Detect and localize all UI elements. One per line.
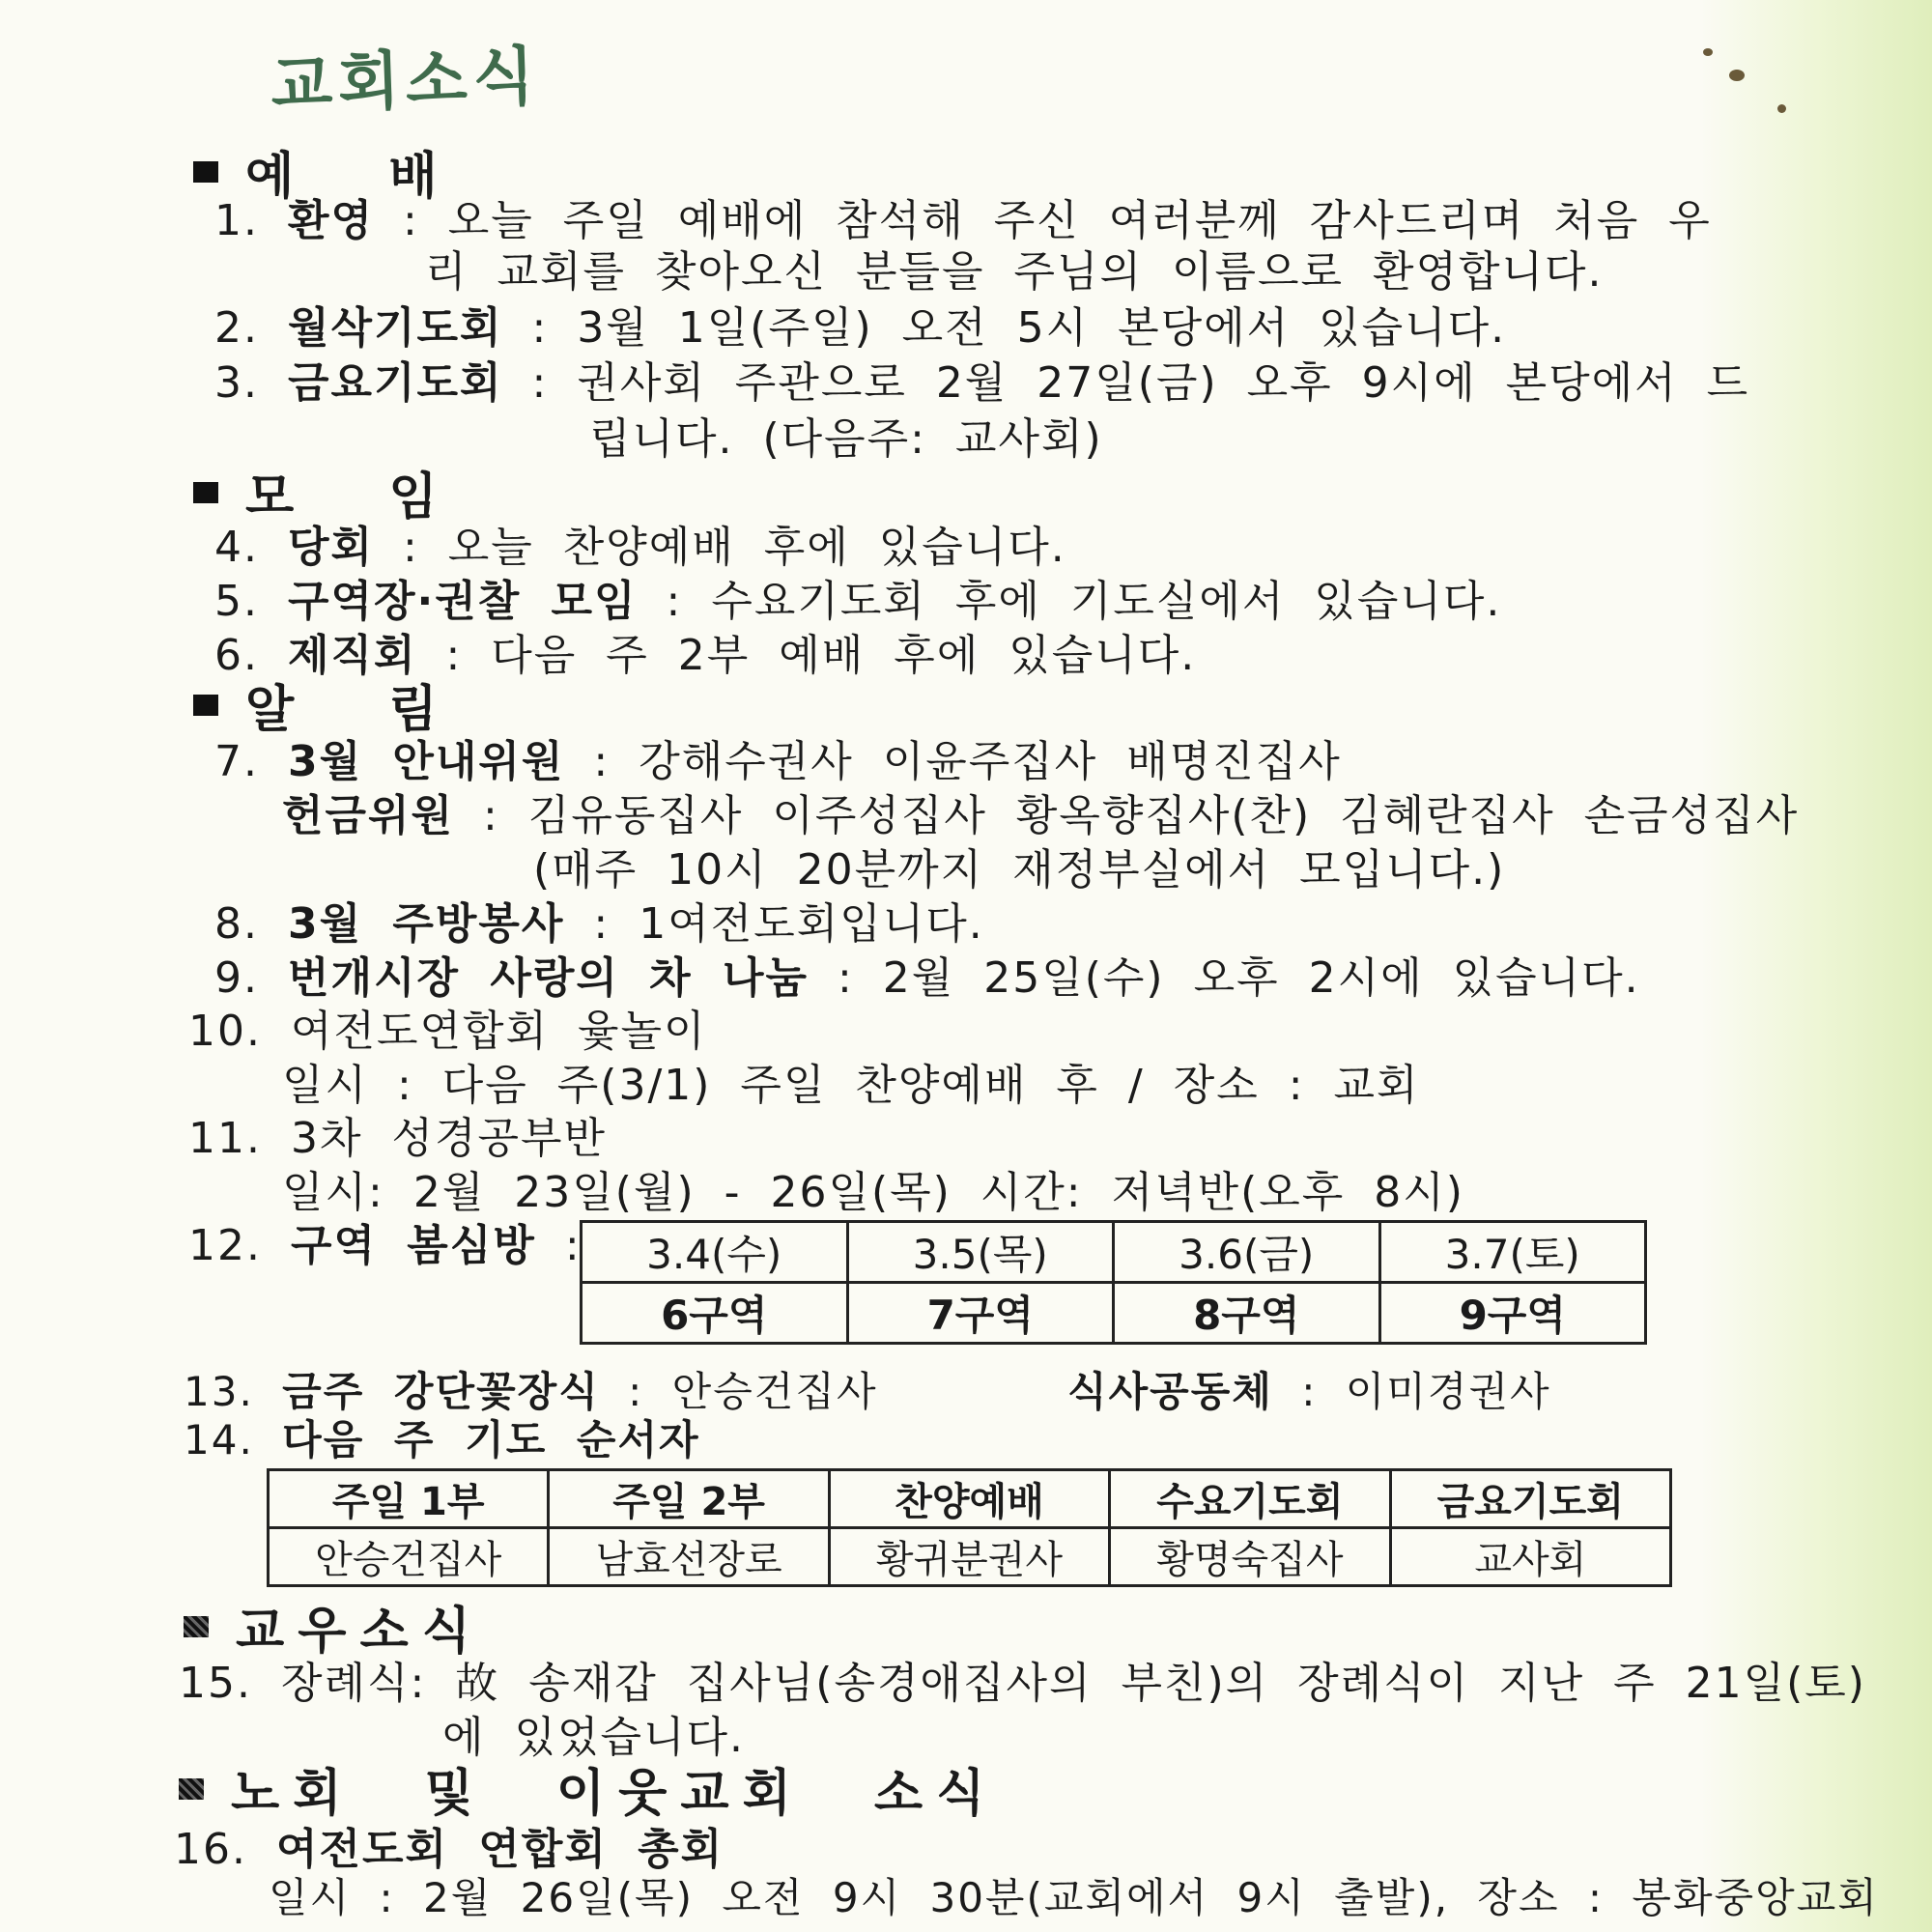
visitation-date: 3.5(목) bbox=[847, 1222, 1114, 1283]
prayer-name: 안승건집사 bbox=[269, 1528, 549, 1586]
item-15: 15. 장례식: 故 송재갑 집사님(송경애집사의 부친)의 장례식이 지난 주 21일(토) bbox=[179, 1659, 1866, 1708]
item-11-continued: 일시: 2월 23일(월) - 26일(목) 시간: 저녁반(오후 8시) bbox=[282, 1168, 1464, 1217]
bullet-square-icon bbox=[179, 1778, 204, 1800]
prayer-header: 주일 1부 bbox=[269, 1470, 549, 1528]
prayer-name: 황명숙집사 bbox=[1110, 1528, 1390, 1586]
item-10-continued: 일시 : 다음 주(3/1) 주일 찬양예배 후 / 장소 : 교회 bbox=[282, 1061, 1420, 1110]
item-7: 7. 3월 안내위원 : 강해수권사 이윤주집사 배명진집사 bbox=[214, 737, 1342, 786]
visitation-table bbox=[580, 1220, 1647, 1345]
bullet-square-icon bbox=[184, 1616, 209, 1637]
item-12: 12. 구역 봄심방 : bbox=[188, 1221, 582, 1270]
item-6: 6. 제직회 : 다음 주 2부 예배 후에 있습니다. bbox=[214, 631, 1197, 680]
prayer-header: 금요기도회 bbox=[1390, 1470, 1670, 1528]
item-11: 11. 3차 성경공부반 bbox=[188, 1114, 607, 1163]
section-notice-heading: 알 림 bbox=[193, 668, 476, 741]
visitation-zone: 8구역 bbox=[1114, 1283, 1380, 1344]
item-3-continued: 립니다. (다음주: 교사회) bbox=[589, 414, 1103, 464]
visitation-date: 3.6(금) bbox=[1114, 1222, 1380, 1283]
prayer-schedule-table bbox=[267, 1468, 1672, 1587]
prayer-name: 교사회 bbox=[1390, 1528, 1670, 1586]
paper-speck bbox=[1729, 70, 1745, 81]
item-7-offering: 헌금위원 : 김유동집사 이주성집사 황옥향집사(찬) 김혜란집사 손금성집사 bbox=[282, 791, 1800, 840]
item-13: 13. 금주 강단꽃장식 : 안승건집사 bbox=[184, 1368, 878, 1415]
prayer-names-row bbox=[269, 1528, 1671, 1586]
section-worship-heading: 예 배 bbox=[193, 135, 476, 208]
paper-speck bbox=[1777, 104, 1786, 113]
item-5: 5. 구역장·권찰 모임 : 수요기도회 후에 기도실에서 있습니다. bbox=[214, 577, 1502, 626]
visitation-dates-row bbox=[582, 1222, 1646, 1283]
item-10: 10. 여전도연합회 윷놀이 bbox=[188, 1007, 707, 1056]
item-16: 16. 여전도회 연합회 총회 bbox=[174, 1825, 724, 1874]
item-1: 1. 환영 : 오늘 주일 예배에 참석해 주신 여러분께 감사드리며 처음 우 bbox=[214, 196, 1712, 245]
bullet-square-icon bbox=[193, 161, 218, 183]
item-9: 9. 번개시장 사랑의 차 나눔 : 2월 25일(수) 오후 2시에 있습니다. bbox=[214, 953, 1640, 1003]
item-3: 3. 금요기도회 : 권사회 주관으로 2월 27일(금) 오후 9시에 본당에서 드 bbox=[214, 358, 1750, 408]
item-1-continued: 리 교회를 찾아오신 분들을 주님의 이름으로 환영합니다. bbox=[425, 247, 1604, 297]
bullet-square-icon bbox=[193, 482, 218, 503]
item-7-continued: (매주 10시 20분까지 재정부실에서 모입니다.) bbox=[533, 845, 1506, 895]
visitation-zone: 6구역 bbox=[582, 1283, 848, 1344]
visitation-zone: 7구역 bbox=[847, 1283, 1114, 1344]
prayer-header: 수요기도회 bbox=[1110, 1470, 1390, 1528]
prayer-name: 남효선장로 bbox=[549, 1528, 829, 1586]
item-16-continued: 일시 : 2월 26일(목) 오전 9시 30분(교회에서 9시 출발), 장소 : 봉화중앙교회 bbox=[269, 1874, 1879, 1921]
prayer-header: 찬양예배 bbox=[829, 1470, 1109, 1528]
item-13-meal: 식사공동체 : 이미경권사 bbox=[1067, 1368, 1551, 1415]
prayer-header-row bbox=[269, 1470, 1671, 1528]
prayer-name: 황귀분권사 bbox=[829, 1528, 1109, 1586]
bullet-square-icon bbox=[193, 695, 218, 716]
prayer-header: 주일 2부 bbox=[549, 1470, 829, 1528]
item-4: 4. 당회 : 오늘 찬양예배 후에 있습니다. bbox=[214, 523, 1066, 572]
item-15-continued: 에 있었습니다. bbox=[442, 1713, 745, 1762]
section-presbytery-heading: 노회 및 이웃교회 소식 bbox=[179, 1752, 998, 1825]
section-members-heading: 교우소식 bbox=[184, 1590, 484, 1662]
page-title: 교회소식 bbox=[269, 38, 542, 123]
visitation-zones-row bbox=[582, 1283, 1646, 1344]
paper-speck bbox=[1703, 48, 1713, 56]
visitation-date: 3.4(수) bbox=[582, 1222, 848, 1283]
section-meeting-heading: 모 임 bbox=[193, 456, 476, 528]
item-8: 8. 3월 주방봉사 : 1여전도회입니다. bbox=[214, 899, 984, 949]
item-2: 2. 월삭기도회 : 3월 1일(주일) 오전 5시 본당에서 있습니다. bbox=[214, 303, 1507, 353]
item-14: 14. 다음 주 기도 순서자 bbox=[184, 1416, 700, 1463]
visitation-zone: 9구역 bbox=[1379, 1283, 1646, 1344]
visitation-date: 3.7(토) bbox=[1379, 1222, 1646, 1283]
